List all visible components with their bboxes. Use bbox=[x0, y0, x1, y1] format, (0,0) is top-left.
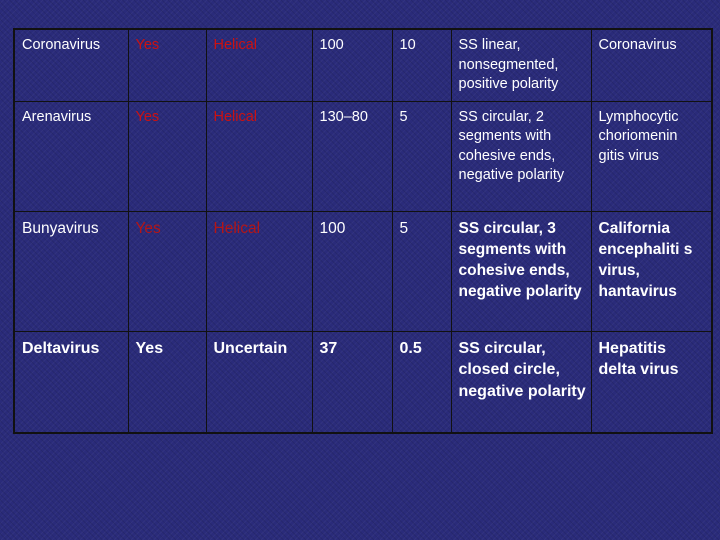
size-cell: 100 bbox=[312, 29, 392, 101]
genome-cell: SS circular, 2 segments with cohesive ends, negative polarity bbox=[451, 101, 591, 211]
virus-families-table bbox=[13, 28, 713, 434]
envelope-cell: Yes bbox=[128, 29, 206, 101]
envelope-cell: Yes bbox=[128, 101, 206, 211]
genome-size-cell: 5 bbox=[392, 211, 451, 331]
genome-size-cell: 10 bbox=[392, 29, 451, 101]
capsid-cell: Helical bbox=[206, 101, 312, 211]
table-row-coronavirus bbox=[14, 29, 712, 101]
family-cell: Bunyavirus bbox=[14, 211, 128, 331]
genome-cell: SS circular, closed circle, negative polarity bbox=[451, 331, 591, 433]
family-cell: Deltavirus bbox=[14, 331, 128, 433]
table-row-bunyavirus bbox=[14, 211, 712, 331]
examples-cell: Hepatitis delta virus bbox=[591, 331, 712, 433]
genome-cell: SS linear, nonsegmented, positive polarity bbox=[451, 29, 591, 101]
examples-cell: California encephaliti s virus, hantavirus bbox=[591, 211, 712, 331]
capsid-cell: Uncertain bbox=[206, 331, 312, 433]
family-cell: Coronavirus bbox=[14, 29, 128, 101]
capsid-cell: Helical bbox=[206, 211, 312, 331]
capsid-cell: Helical bbox=[206, 29, 312, 101]
table-row-deltavirus bbox=[14, 331, 712, 433]
size-cell: 130–80 bbox=[312, 101, 392, 211]
family-cell: Arenavirus bbox=[14, 101, 128, 211]
table-row-arenavirus bbox=[14, 101, 712, 211]
examples-cell: Coronavirus bbox=[591, 29, 712, 101]
genome-size-cell: 5 bbox=[392, 101, 451, 211]
envelope-cell: Yes bbox=[128, 331, 206, 433]
size-cell: 100 bbox=[312, 211, 392, 331]
genome-cell: SS circular, 3 segments with cohesive ends, negative polarity bbox=[451, 211, 591, 331]
genome-size-cell: 0.5 bbox=[392, 331, 451, 433]
examples-cell: Lymphocytic choriomenin gitis virus bbox=[591, 101, 712, 211]
envelope-cell: Yes bbox=[128, 211, 206, 331]
size-cell: 37 bbox=[312, 331, 392, 433]
